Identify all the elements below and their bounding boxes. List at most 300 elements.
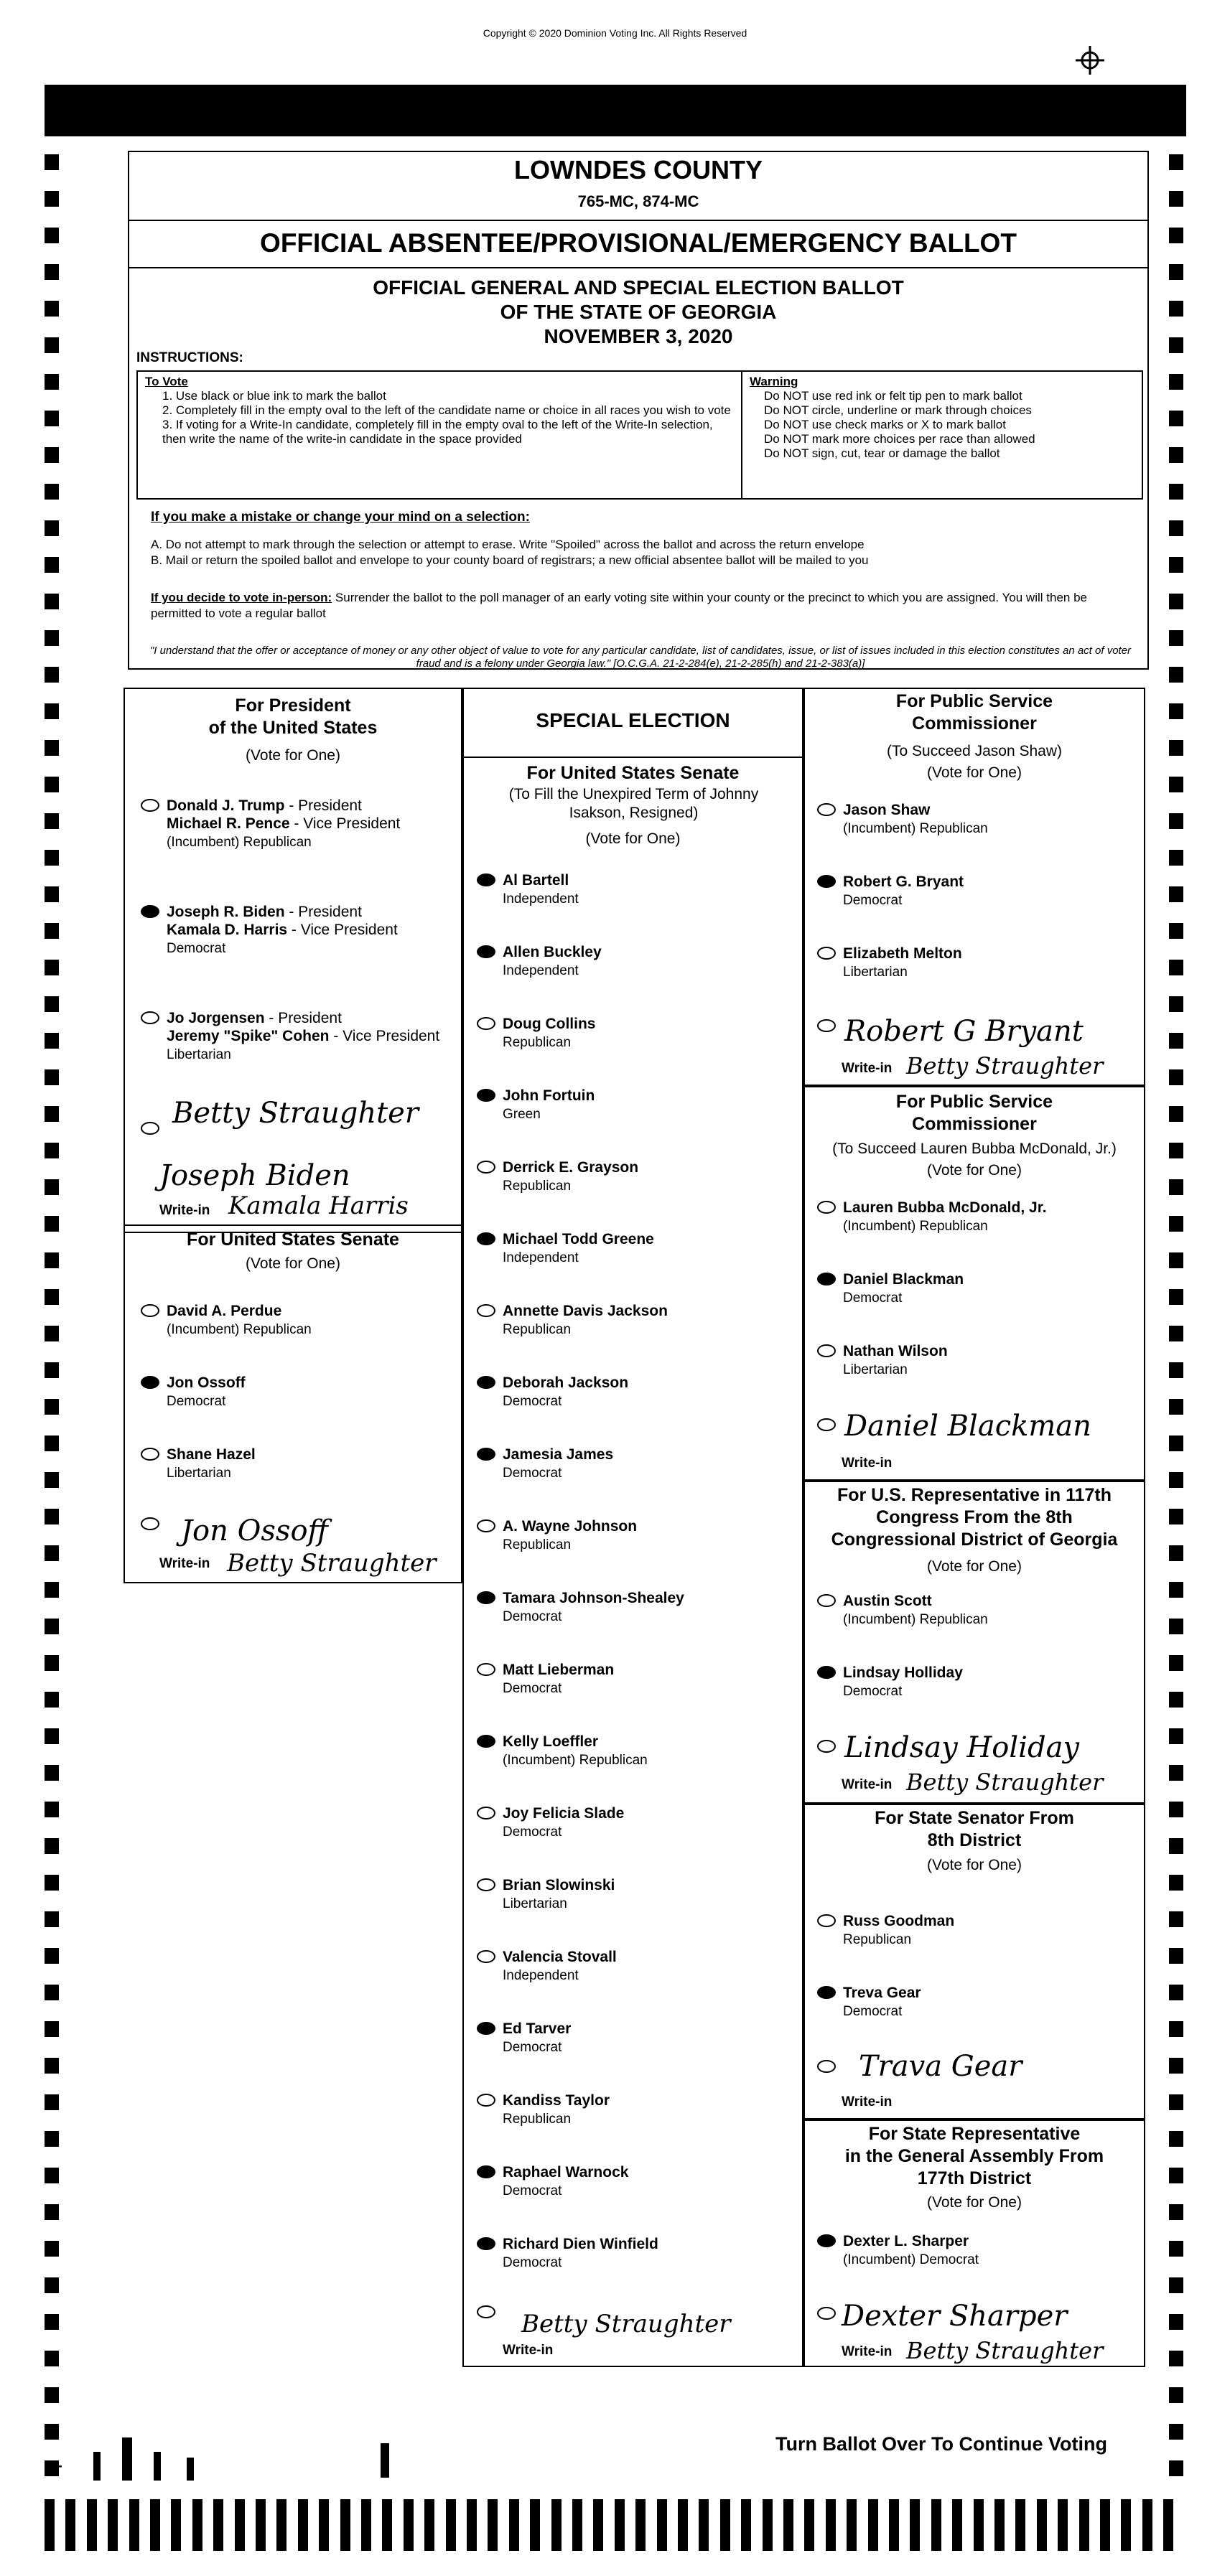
bottom-timing-tick <box>171 2499 181 2551</box>
special-candidate-party: (Incumbent) Republican <box>503 1753 648 1768</box>
statesenate-oval-0[interactable] <box>817 1914 836 1927</box>
timing-mark <box>1169 1326 1183 1341</box>
timing-mark <box>1169 1985 1183 2000</box>
election-line-1: OFFICIAL GENERAL AND SPECIAL ELECTION BALLOT <box>373 276 904 299</box>
bottom-timing-tick <box>699 2499 709 2551</box>
senate-oval-1[interactable] <box>141 1376 159 1389</box>
bottom-timing-tick <box>424 2499 434 2551</box>
president-candidate-0 <box>167 797 400 851</box>
president-race-box <box>124 688 462 1233</box>
senate-candidate-name: David A. Perdue <box>167 1303 282 1319</box>
timing-mark <box>45 447 59 463</box>
timing-mark <box>45 850 59 866</box>
bottom-timing-tick <box>488 2499 498 2551</box>
special-candidate-name: Tamara Johnson-Shealey <box>503 1590 684 1606</box>
to-vote-1: 1. Use black or blue ink to mark the ballot <box>162 389 386 403</box>
mistake-a: A. Do not attempt to mark through the selection or attempt to erase. Write "Spoiled" across the ballot and across the return envelope <box>151 538 865 551</box>
bottom-timing-tick <box>994 2499 1005 2551</box>
psc1-candidate-name: Jason Shaw <box>843 802 931 818</box>
special-oval-15[interactable] <box>477 1950 495 1963</box>
timing-mark <box>1169 2241 1183 2257</box>
bottom-timing-tick <box>763 2499 773 2551</box>
to-vote-3: 3. If voting for a Write-In candidate, completely fill in the empty oval to the left of the Write-In selection, then write the name of the write-in candidate in the space provided <box>162 418 713 446</box>
psc2-oval-2[interactable] <box>817 1344 836 1357</box>
congress-candidate-party: Democrat <box>843 1684 903 1699</box>
timing-mark <box>1169 1619 1183 1634</box>
timing-mark <box>1169 447 1183 463</box>
staterep-candidate-name: Dexter L. Sharper <box>843 2233 969 2249</box>
congress-oval-1[interactable] <box>817 1666 836 1679</box>
timing-mark <box>1169 2021 1183 2037</box>
timing-mark <box>45 1838 59 1854</box>
senate-candidate-party: (Incumbent) Republican <box>167 1322 312 1337</box>
bottom-timing-tick <box>847 2499 857 2551</box>
senate-candidate-name: Jon Ossoff <box>167 1374 246 1391</box>
special-candidate-name: Raphael Warnock <box>503 2164 629 2181</box>
bottom-timing-tick <box>657 2499 667 2551</box>
special-candidate-7 <box>503 1374 628 1410</box>
in-person-text: Surrender the ballot to the poll manager of an early voting site within your county or the precinct to which you are assigned. You will then be permitted to vote a regular ballot <box>151 591 1087 620</box>
special-oval-13[interactable] <box>477 1807 495 1819</box>
staterep-writein-oval[interactable] <box>817 2307 836 2320</box>
senate-candidate-0 <box>167 1302 312 1339</box>
timing-mark <box>1169 960 1183 975</box>
timing-mark <box>45 1509 59 1524</box>
timing-mark <box>1169 1692 1183 1708</box>
psc2-candidate-0 <box>843 1199 1047 1235</box>
senate-oval-0[interactable] <box>141 1304 159 1317</box>
timing-mark <box>45 703 59 719</box>
special-candidate-2 <box>503 1015 596 1052</box>
special-candidate-0 <box>503 871 579 908</box>
statesenate-candidate-name: Russ Goodman <box>843 1913 955 1929</box>
timing-mark <box>45 2131 59 2147</box>
statesenate-vote-for: (Vote for One) <box>927 1857 1022 1873</box>
special-candidate-name: Kelly Loeffler <box>503 1733 599 1750</box>
timing-mark <box>45 740 59 756</box>
bottom-timing-tick <box>65 2499 75 2551</box>
timing-mark <box>45 1033 59 1049</box>
congress-oval-0[interactable] <box>817 1594 836 1607</box>
bottom-timing-tick <box>783 2499 793 2551</box>
special-candidate-name: Michael Todd Greene <box>503 1231 654 1247</box>
bottom-timing-tick <box>1079 2499 1089 2551</box>
psc1-oval-1[interactable] <box>817 875 836 888</box>
bottom-timing-tick <box>235 2499 245 2551</box>
special-candidate-name: Valencia Stovall <box>503 1949 617 1965</box>
bottom-timing-tick <box>1037 2499 1047 2551</box>
psc2-candidate-2 <box>843 1342 948 1379</box>
psc2-candidate-name: Lauren Bubba McDonald, Jr. <box>843 1199 1047 1216</box>
president-running-mate-role: - Vice President <box>329 1028 440 1044</box>
timing-mark <box>1169 374 1183 390</box>
special-candidate-party: Independent <box>503 1968 579 1983</box>
special-candidate-name: Ed Tarver <box>503 2020 572 2037</box>
special-senate-subtitle: (To Fill the Unexpired Term of Johnny Isakson, Resigned) <box>508 786 759 821</box>
election-date: NOVEMBER 3, 2020 <box>544 325 733 347</box>
bottom-timing-tick <box>319 2499 329 2551</box>
timing-mark <box>1169 1582 1183 1598</box>
timing-mark <box>1169 1106 1183 1122</box>
president-vote-for: (Vote for One) <box>246 747 340 764</box>
timing-mark <box>1169 1362 1183 1378</box>
timing-mark <box>45 228 59 243</box>
staterep-candidate-party: (Incumbent) Democrat <box>843 2252 979 2267</box>
special-oval-9[interactable] <box>477 1519 495 1532</box>
timing-mark <box>45 2351 59 2366</box>
timing-mark <box>1169 2460 1183 2476</box>
senate-candidate-2 <box>167 1446 256 1482</box>
timing-mark <box>1169 1033 1183 1049</box>
staterep-writein-label: Write-in <box>842 2344 893 2359</box>
special-oval-1[interactable] <box>477 945 495 958</box>
president-candidate-2 <box>167 1009 439 1064</box>
president-race-title: For President of the United States <box>208 695 378 738</box>
timing-mark <box>45 667 59 683</box>
psc1-writein-oval[interactable] <box>817 1019 836 1032</box>
congress-candidate-name: Austin Scott <box>843 1593 932 1609</box>
bottom-timing-tick <box>910 2499 920 2551</box>
mistake-instructions <box>151 537 1135 568</box>
timing-mark <box>45 1106 59 1122</box>
timing-mark <box>45 777 59 792</box>
senate-writein-oval[interactable] <box>141 1517 159 1530</box>
psc2-candidate-1 <box>843 1270 964 1307</box>
ballot-type-title: OFFICIAL ABSENTEE/PROVISIONAL/EMERGENCY BALLOT <box>260 228 1017 258</box>
special-candidate-4 <box>503 1158 638 1195</box>
president-oval-0[interactable] <box>141 799 159 812</box>
bottom-timing-tick <box>530 2499 540 2551</box>
statesenate-candidate-0 <box>843 1912 954 1949</box>
congress-vote-for: (Vote for One) <box>927 1558 1022 1575</box>
special-candidate-name: Jamesia James <box>503 1446 614 1463</box>
psc1-subtitle: (To Succeed Jason Shaw) <box>887 743 1062 759</box>
timing-mark <box>45 1948 59 1964</box>
timing-mark <box>45 1655 59 1671</box>
bottom-timing-tick <box>615 2499 625 2551</box>
timing-mark <box>1169 484 1183 500</box>
statesenate-candidate-party: Republican <box>843 1932 912 1947</box>
special-candidate-name: Deborah Jackson <box>503 1374 629 1391</box>
warning-3: Do NOT use check marks or X to mark ballot <box>764 418 1006 431</box>
special-candidate-name: A. Wayne Johnson <box>503 1518 638 1535</box>
staterep-handwriting-1: Dexter Sharper <box>842 2300 1068 2333</box>
psc1-handwriting-1: Robert G Bryant <box>844 1015 1084 1048</box>
timing-mark <box>45 520 59 536</box>
special-candidate-party: Republican <box>503 1035 572 1050</box>
special-candidate-18 <box>503 2163 628 2200</box>
bottom-timing-tick <box>889 2499 899 2551</box>
bottom-timing-tick <box>382 2499 392 2551</box>
county-title: LOWNDES COUNTY <box>514 155 763 184</box>
statesenate-candidate-1 <box>843 1984 921 2020</box>
president-candidate-name: Joseph R. Biden <box>167 904 285 920</box>
timing-mark <box>45 2314 59 2330</box>
special-oval-2[interactable] <box>477 1017 495 1030</box>
president-candidate-1 <box>167 903 398 957</box>
legal-notice: "I understand that the offer or acceptance of money or any other object of value to vote for any particular candidate, list of candidates, issue, or list of issues included in this election constitutes an act of voter fraud and is a felony under Georgia law." [O.C.G.A. 21-2-284(e), 21-2-285(h) and 21-2-383(a)] <box>149 645 1132 670</box>
bottom-timing-tick <box>45 2499 55 2551</box>
timing-mark <box>1169 1472 1183 1488</box>
psc2-writein-label: Write-in <box>842 1456 893 1471</box>
bottom-timing-tick <box>213 2499 223 2551</box>
bottom-timing-tick <box>720 2499 730 2551</box>
psc2-candidate-name: Nathan Wilson <box>843 1343 948 1359</box>
bottom-timing-tick <box>741 2499 751 2551</box>
president-candidate-name: Jo Jorgensen <box>167 1010 265 1026</box>
bottom-timing-tick <box>340 2499 350 2551</box>
timing-mark <box>45 996 59 1012</box>
special-oval-14[interactable] <box>477 1878 495 1891</box>
divider <box>128 220 1149 221</box>
warning-5: Do NOT sign, cut, tear or damage the ballot <box>764 446 1000 460</box>
timing-mark <box>45 1143 59 1158</box>
president-handwriting-1: Betty Straughter <box>172 1097 419 1130</box>
special-oval-3[interactable] <box>477 1089 495 1102</box>
timing-mark <box>1169 154 1183 170</box>
timing-mark <box>45 2277 59 2293</box>
special-candidate-name: Joy Felicia Slade <box>503 1805 625 1822</box>
psc1-oval-0[interactable] <box>817 803 836 816</box>
president-candidate-role: - President <box>284 904 362 920</box>
bottom-code-marks <box>93 2437 223 2481</box>
timing-mark <box>45 154 59 170</box>
special-candidate-6 <box>503 1302 668 1339</box>
psc2-candidate-name: Daniel Blackman <box>843 1271 964 1288</box>
statesenate-handwriting-1: Trava Gear <box>859 2050 1022 2083</box>
psc1-writein-label: Write-in <box>842 1061 893 1076</box>
senate-candidate-party: Democrat <box>167 1394 226 1409</box>
instructions-title: INSTRUCTIONS: <box>136 350 243 365</box>
senate-candidate-party: Libertarian <box>167 1466 231 1481</box>
special-writein-oval[interactable] <box>477 2305 495 2318</box>
mistake-b: B. Mail or return the spoiled ballot and envelope to your county board of registrars; a new official absentee ballot will be mailed to you <box>151 553 869 567</box>
special-oval-11[interactable] <box>477 1663 495 1676</box>
staterep-oval-0[interactable] <box>817 2234 836 2247</box>
senate-writein-label: Write-in <box>159 1556 210 1571</box>
left-timing-marks <box>45 154 59 2497</box>
special-candidate-name: Annette Davis Jackson <box>503 1303 668 1319</box>
bottom-timing-tick <box>1142 2499 1152 2551</box>
psc2-vote-for: (Vote for One) <box>927 1162 1022 1179</box>
timing-mark <box>1169 1179 1183 1195</box>
special-candidate-party: Democrat <box>503 1609 562 1624</box>
timing-mark <box>1169 2424 1183 2440</box>
psc2-race-title: For Public Service Commissioner <box>895 1092 1053 1134</box>
special-candidate-name: Doug Collins <box>503 1016 596 1032</box>
timing-mark <box>45 1289 59 1305</box>
timing-mark <box>1169 813 1183 829</box>
in-person-instructions <box>151 590 1135 622</box>
congress-handwriting-1: Lindsay Holiday <box>844 1731 1080 1764</box>
divider <box>462 757 803 758</box>
psc2-subtitle: (To Succeed Lauren Bubba McDonald, Jr.) <box>832 1141 1117 1157</box>
president-candidate-party: (Incumbent) Republican <box>167 835 312 850</box>
congress-writein-oval[interactable] <box>817 1740 836 1753</box>
timing-mark <box>45 1985 59 2000</box>
statesenate-oval-1[interactable] <box>817 1986 836 1999</box>
special-oval-7[interactable] <box>477 1376 495 1389</box>
president-candidate-party: Libertarian <box>167 1047 231 1062</box>
senate-oval-2[interactable] <box>141 1448 159 1461</box>
timing-mark <box>45 1545 59 1561</box>
timing-mark <box>1169 191 1183 207</box>
timing-mark <box>1169 2204 1183 2220</box>
timing-mark <box>45 2168 59 2183</box>
bottom-timing-tick <box>298 2499 308 2551</box>
instructions-box <box>136 370 1143 500</box>
president-handwriting-3: Kamala Harris <box>228 1191 409 1220</box>
psc1-candidate-name: Robert G. Bryant <box>843 874 964 890</box>
special-oval-4[interactable] <box>477 1161 495 1174</box>
to-vote-2: 2. Completely fill in the empty oval to the left of the candidate name or choice in all races you wish to vote <box>162 403 731 417</box>
special-candidate-party: Democrat <box>503 1681 562 1696</box>
president-running-mate-name: Kamala D. Harris <box>167 922 288 938</box>
timing-mark <box>1169 1655 1183 1671</box>
timing-mark <box>1169 2387 1183 2403</box>
special-candidate-name: Richard Dien Winfield <box>503 2236 658 2252</box>
president-running-mate-name: Michael R. Pence <box>167 815 290 832</box>
bottom-timing-tick <box>276 2499 286 2551</box>
special-candidate-party: Democrat <box>503 2255 562 2270</box>
bottom-timing-tick <box>1121 2499 1131 2551</box>
timing-mark <box>45 2204 59 2220</box>
special-handwriting-1: Betty Straughter <box>521 2310 731 2338</box>
senate-vote-for: (Vote for One) <box>246 1255 340 1272</box>
timing-mark <box>1169 703 1183 719</box>
timing-mark <box>45 960 59 975</box>
timing-mark <box>45 2424 59 2440</box>
special-oval-6[interactable] <box>477 1304 495 1317</box>
special-candidate-party: Democrat <box>503 1394 562 1409</box>
psc2-candidate-party: Libertarian <box>843 1362 908 1377</box>
special-candidate-11 <box>503 1661 614 1697</box>
special-candidate-party: Republican <box>503 1537 572 1552</box>
bottom-timing-tick <box>361 2499 371 2551</box>
divider <box>128 267 1149 268</box>
timing-mark <box>45 630 59 646</box>
bottom-timing-tick <box>192 2499 202 2551</box>
special-senate-title: For United States Senate <box>526 763 740 783</box>
special-candidate-9 <box>503 1517 637 1554</box>
special-oval-16[interactable] <box>477 2022 495 2035</box>
congress-handwriting-2: Betty Straughter <box>906 1769 1104 1796</box>
bottom-timing-tick <box>108 2499 118 2551</box>
special-oval-5[interactable] <box>477 1232 495 1245</box>
statesenate-writein-label: Write-in <box>842 2094 893 2109</box>
election-line-2: OF THE STATE OF GEORGIA <box>500 301 777 323</box>
senate-race-title: For United States Senate <box>187 1230 399 1250</box>
timing-mark <box>1169 850 1183 866</box>
timing-mark <box>1169 667 1183 683</box>
special-oval-19[interactable] <box>477 2237 495 2250</box>
special-candidate-name: Al Bartell <box>503 872 569 889</box>
special-candidate-party: Republican <box>503 1322 572 1337</box>
mistake-heading: If you make a mistake or change your mind on a selection: <box>151 510 530 525</box>
timing-mark <box>45 1692 59 1708</box>
timing-mark <box>1169 886 1183 902</box>
timing-mark <box>45 1252 59 1268</box>
psc2-oval-0[interactable] <box>817 1201 836 1214</box>
timing-mark <box>1169 520 1183 536</box>
special-oval-12[interactable] <box>477 1735 495 1748</box>
special-oval-10[interactable] <box>477 1591 495 1604</box>
special-oval-8[interactable] <box>477 1448 495 1461</box>
to-vote-column <box>145 375 734 446</box>
timing-mark <box>45 2387 59 2403</box>
president-oval-1[interactable] <box>141 905 159 918</box>
timing-mark <box>45 1582 59 1598</box>
president-candidate-role: - President <box>284 797 362 814</box>
staterep-vote-for: (Vote for One) <box>927 2194 1022 2211</box>
special-oval-17[interactable] <box>477 2094 495 2107</box>
special-oval-0[interactable] <box>477 874 495 886</box>
timing-mark <box>45 1911 59 1927</box>
timing-mark <box>1169 1399 1183 1415</box>
timing-mark <box>1169 996 1183 1012</box>
timing-mark <box>45 2094 59 2110</box>
timing-mark <box>45 1179 59 1195</box>
special-candidate-party: Republican <box>503 2112 572 2127</box>
timing-mark <box>1169 301 1183 317</box>
psc1-candidate-party: Democrat <box>843 893 903 908</box>
president-candidate-name: Donald J. Trump <box>167 797 285 814</box>
special-candidate-party: Independent <box>503 891 579 907</box>
timing-mark <box>1169 1069 1183 1085</box>
timing-mark <box>1169 264 1183 280</box>
timing-mark <box>45 2241 59 2257</box>
timing-mark <box>45 301 59 317</box>
special-oval-18[interactable] <box>477 2165 495 2178</box>
warning-column <box>750 375 1137 461</box>
statesenate-writein-oval[interactable] <box>817 2060 836 2073</box>
warning-4: Do NOT mark more choices per race than allowed <box>764 432 1035 446</box>
timing-mark <box>1169 1545 1183 1561</box>
psc2-writein-oval[interactable] <box>817 1418 836 1431</box>
timing-mark <box>1169 2314 1183 2330</box>
turn-over-notice: Turn Ballot Over To Continue Voting <box>775 2433 1107 2455</box>
bottom-timing-tick <box>1015 2499 1025 2551</box>
psc2-oval-1[interactable] <box>817 1273 836 1285</box>
special-candidate-party: Republican <box>503 1179 572 1194</box>
special-candidate-party: Democrat <box>503 1825 562 1840</box>
congress-candidate-name: Lindsay Holliday <box>843 1664 963 1681</box>
timing-mark <box>45 1399 59 1415</box>
special-candidate-party: Independent <box>503 963 579 978</box>
timing-mark <box>45 1875 59 1891</box>
special-candidate-3 <box>503 1087 595 1123</box>
bottom-timing-tick <box>404 2499 414 2551</box>
timing-mark <box>45 1619 59 1634</box>
psc1-candidate-0 <box>843 801 988 838</box>
president-oval-2[interactable] <box>141 1011 159 1024</box>
psc1-oval-2[interactable] <box>817 947 836 960</box>
timing-mark <box>1169 1509 1183 1524</box>
special-candidate-party: Democrat <box>503 2183 562 2198</box>
special-candidate-party: Libertarian <box>503 1896 567 1911</box>
bottom-timing-tick <box>974 2499 984 2551</box>
psc1-candidate-party: (Incumbent) Republican <box>843 821 988 836</box>
bottom-timing-tick <box>1100 2499 1110 2551</box>
timing-mark <box>45 484 59 500</box>
timing-mark <box>45 1765 59 1781</box>
congress-candidate-party: (Incumbent) Republican <box>843 1612 988 1627</box>
timing-mark <box>45 411 59 426</box>
timing-mark <box>45 886 59 902</box>
ballot-codes: 765-MC, 874-MC <box>577 192 699 210</box>
president-writein-oval[interactable] <box>141 1122 159 1135</box>
bottom-timing-tick <box>1058 2499 1068 2551</box>
